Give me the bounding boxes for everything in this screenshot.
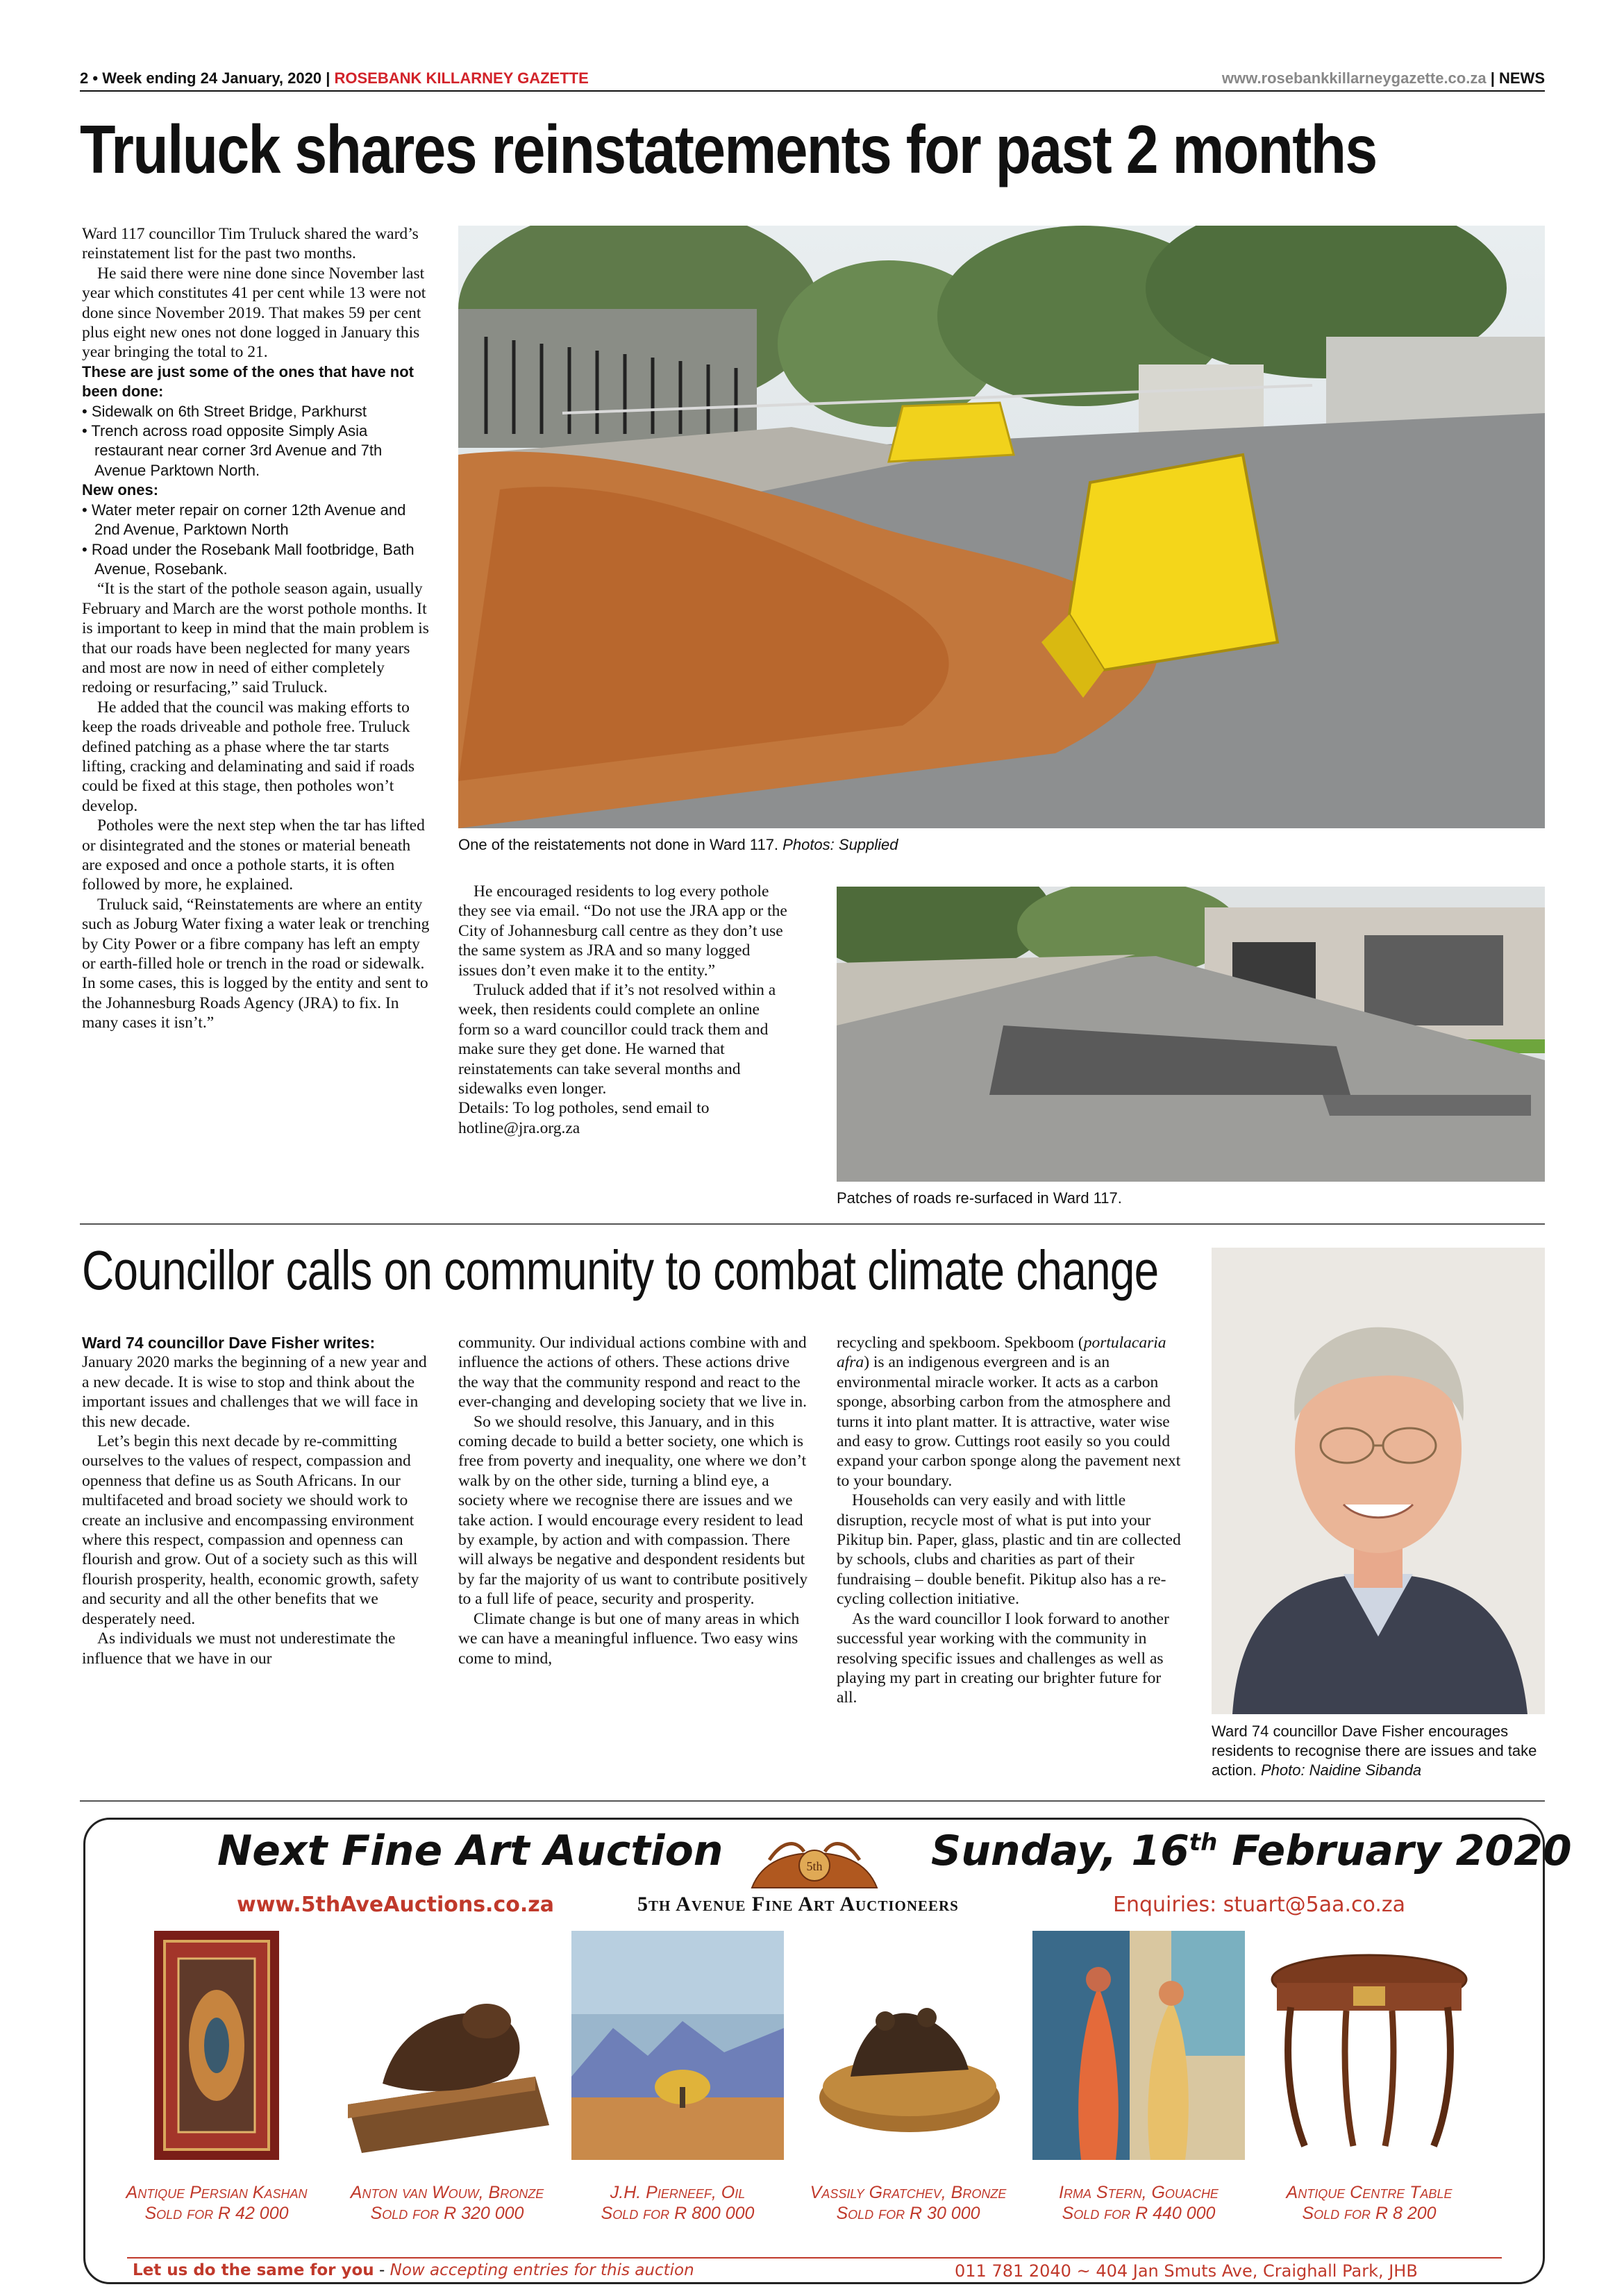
auction-item xyxy=(1027,1924,1250,2223)
photo-credit: Photo: Naidine Sibanda xyxy=(1260,1761,1422,1779)
paragraph xyxy=(837,1333,1184,1491)
ad-title-right xyxy=(931,1827,1572,1875)
footer-separator: - xyxy=(374,2261,390,2279)
ad-footer-left xyxy=(133,2261,694,2279)
header-rule xyxy=(80,90,1545,92)
paragraph: He added that the council was making efforts to keep the roads driveable and pothole free. Truluck defined patching as a phase where the tar starts lifting, cracking and delaminating and said if roads could be fixed at this stage, then potholes won’t develop. xyxy=(82,698,415,815)
paragraph: He encouraged residents to log every pothole they see via email. “Do not use the JRA app or the City of Johannesburg call centre as they don’t use the same system as JRA and so many logged issues don’t even make it to the entity.” xyxy=(458,882,787,980)
caption-text: One of the reistatements not done in Ward 117. xyxy=(458,836,779,853)
paragraph: Ward 117 councillor Tim Truluck shared the ward’s reinstatement list for the past two months. xyxy=(82,225,419,263)
item-name: Anton van Wouw, Bronze xyxy=(350,2183,544,2202)
header-right: www.rosebankkillarneygazette.co.za | NEWS xyxy=(1221,69,1545,87)
auction-item xyxy=(335,1924,559,2223)
auction-house-logo xyxy=(748,1832,880,1892)
issue-date: Week ending 24 January, 2020 xyxy=(102,69,322,87)
list-item: • Sidewalk on 6th Street Bridge, Parkhurst xyxy=(82,402,433,421)
paragraph: January 2020 marks the beginning of a new year and a new decade. It is wise to stop and think about the important issues and challenges that we will face in this new decade. xyxy=(82,1353,427,1431)
paragraph: Truluck added that if it’s not resolved within a week, then residents could complete an online form so a ward councillor could track them and make sure they get done. He warned that reinstatements can take several months and sidewalks even longer. xyxy=(458,981,776,1098)
section-divider xyxy=(80,1800,1545,1802)
text-run: recycling and spekboom. Spekboom ( xyxy=(837,1334,1084,1352)
item-name: Irma Stern, Gouache xyxy=(1059,2183,1219,2202)
article2-column1 xyxy=(82,1333,429,1668)
gouache-painting-image xyxy=(1032,1924,1245,2165)
item-price: Sold for R 30 000 xyxy=(836,2204,980,2223)
list-item: • Trench across road opposite Simply Asia restaurant near corner 3rd Avenue and 7th Avenue Parktown North. xyxy=(82,421,433,480)
auction-house-name: 5th Avenue Fine Art Auctioneers xyxy=(637,1893,959,1916)
ad-footer-contact: 011 781 2040 ~ 404 Jan Smuts Ave, Craighall Park, JHB xyxy=(955,2261,1418,2281)
paragraph: Potholes were the next step when the tar has lifted or disintegrated and the stones or material beneath are exposed and once a pothole starts, it is often followed by more, he explained. xyxy=(82,816,425,894)
portrait-caption xyxy=(1212,1722,1545,1780)
item-label xyxy=(1257,2182,1481,2224)
list-item: • Road under the Rosebank Mall footbridge, Bath Avenue, Rosebank. xyxy=(82,540,433,580)
paper-url[interactable]: www.rosebankkillarneygazette.co.za xyxy=(1221,69,1487,87)
photo1-caption xyxy=(458,835,1153,855)
item-price: Sold for R 42 000 xyxy=(144,2204,289,2223)
item-name: Antique Centre Table xyxy=(1286,2183,1453,2202)
paragraph: Households can very easily and with little disruption, recycle most of what is put into your Pikitup bin. Paper, glass, plastic and tin are collected by schools, clubs and charities as part of their fundraising – double benefit. Pikitup also has a re-cycling collection initiative. xyxy=(837,1491,1181,1609)
header-left: 2 • Week ending 24 January, 2020 | ROSEBANK KILLARNEY GAZETTE xyxy=(80,69,589,87)
auction-url[interactable]: www.5thAveAuctions.co.za xyxy=(237,1893,554,1917)
caption-text: Ward 74 councillor Dave Fisher encourages residents to recognise there are issues and take action. xyxy=(1212,1723,1537,1779)
item-name: Vassily Gratchev, Bronze xyxy=(810,2183,1007,2202)
page-header xyxy=(80,67,1545,90)
text-run: ) is an indigenous evergreen and is an environmental miracle worker. It acts as a carbon sponge, absorbing carbon from the atmosphere and turns it into plant matter. It is attractive, water wise and easy to grow. Cuttings root easily so you could expand your carbon sponge along the pavement next to your boundary. xyxy=(837,1353,1181,1490)
item-price: Sold for R 440 000 xyxy=(1062,2204,1216,2223)
roadworks-photo xyxy=(458,226,1545,828)
troika-bronze-image xyxy=(802,1924,1014,2165)
auction-item xyxy=(1257,1924,1481,2223)
item-label xyxy=(566,2182,789,2224)
paper-name: ROSEBANK KILLARNEY GAZETTE xyxy=(334,69,589,87)
list-item: • Water meter repair on corner 12th Avenue and 2nd Avenue, Parktown North xyxy=(82,501,433,540)
logo-text: 5th xyxy=(806,1859,823,1873)
section-divider xyxy=(80,1223,1545,1225)
item-name: J.H. Pierneef, Oil xyxy=(610,2183,746,2202)
paragraph: As individuals we must not underestimate the influence that we have in our xyxy=(82,1629,396,1668)
paragraph: community. Our individual actions combine with and influence the actions of others. These actions drive the way that the community respond and react to the ever-changing and developing society that we live in. xyxy=(458,1334,807,1411)
paragraph: Let’s begin this next decade by re-committing ourselves to the values of respect, compassion and openness that define us as South Africans. In our multifaceted and broad society we should work to create an inclusive and encompassing environment where this respect, compassion and openness can flourish and grow. Out of a society such as this will flourish prosperity, health, economic growth, safety and security and all the other benefits that we desperately need. xyxy=(82,1432,419,1628)
paragraph: “It is the start of the pothole season again, usually February and March are the worst pothole months. It is important to keep in mind that the main problem is that our roads have been neglected for many years and most are now in need of either completely redoing or resurfacing,” said Truluck. xyxy=(82,580,429,697)
auction-item xyxy=(566,1924,789,2223)
article1-column1 xyxy=(82,224,433,1033)
ad-footer-rule xyxy=(127,2257,1502,2259)
not-done-list xyxy=(82,402,433,481)
item-label xyxy=(796,2182,1020,2224)
item-label xyxy=(105,2182,328,2224)
item-price: Sold for R 800 000 xyxy=(601,2204,755,2223)
resurfaced-road-photo xyxy=(837,887,1545,1182)
byline: Ward 74 councillor Dave Fisher writes: xyxy=(82,1334,376,1352)
item-label xyxy=(335,2182,559,2224)
paragraph: As the ward councillor I look forward to another successful year working with the community in resolving specific issues and challenges as well as playing my part in creating our brighter future for all. xyxy=(837,1609,1169,1707)
article1-headline: Truluck shares reinstatements for past 2 months xyxy=(80,111,1377,187)
section-name: NEWS xyxy=(1499,69,1545,87)
page-number: 2 xyxy=(80,69,89,87)
item-label xyxy=(1027,2182,1250,2224)
article2-column2 xyxy=(458,1333,809,1668)
landscape-painting-image xyxy=(571,1924,784,2165)
item-price: Sold for R 320 000 xyxy=(370,2204,524,2223)
auction-advert xyxy=(83,1818,1572,2284)
article1-column2 xyxy=(458,882,792,1138)
centre-table-image xyxy=(1263,1924,1475,2165)
text-run-italic: portulacaria afra xyxy=(837,1334,1166,1372)
not-done-heading: These are just some of the ones that have not been done: xyxy=(82,362,414,401)
paragraph: Climate change is but one of many areas in which we can have a meaningful influence. Two easy wins come to mind, xyxy=(458,1609,800,1668)
date-suffix: th xyxy=(1189,1829,1218,1857)
new-heading: New ones: xyxy=(82,481,159,499)
footer-callout: Let us do the same for you xyxy=(133,2261,374,2279)
date-part: Sunday, 16 xyxy=(931,1827,1189,1875)
photo2-caption: Patches of roads re-surfaced in Ward 117. xyxy=(837,1189,1122,1207)
date-part: February 2020 xyxy=(1217,1827,1572,1875)
paragraph: So we should resolve, this January, and in this coming decade to build a better society, one which is free from poverty and inequality, one where we don’t walk by on the other side, turning a blind eye, a society where we recognise there are issues and we take action. I would encourage every resident to lead by example, by action and with compassion. There will always be negative and despondent residents but by far the majority of us want to contribute positively to a full life of peace, security and prosperity. xyxy=(458,1412,808,1609)
bronze-sculpture-image xyxy=(341,1924,553,2165)
ad-title-left: Next Fine Art Auction xyxy=(217,1827,723,1875)
auction-item xyxy=(796,1924,1020,2223)
persian-carpet-image xyxy=(110,1924,323,2165)
councillor-portrait-photo xyxy=(1212,1248,1545,1714)
article2-headline: Councillor calls on community to combat climate change xyxy=(82,1239,1159,1301)
new-list xyxy=(82,501,433,580)
footer-note: Now accepting entries for this auction xyxy=(390,2261,694,2279)
details-line: Details: To log potholes, send email to hotline@jra.org.za xyxy=(458,1099,710,1137)
article2-column3 xyxy=(837,1333,1184,1708)
paragraph: Truluck said, “Reinstatements are where an entity such as Joburg Water fixing a water leak or trenching by City Power or a fibre company has left an empty or earth-filled hole or trench in the road or sidewalk. In some cases, this is logged by the entity and sent to the Johannesburg Roads Agency (JRA) to fix. In many cases it isn’t.” xyxy=(82,895,430,1032)
photo-credit: Photos: Supplied xyxy=(782,836,898,853)
item-price: Sold for R 8 200 xyxy=(1302,2204,1437,2223)
auction-item xyxy=(105,1924,328,2223)
paragraph: He said there were nine done since November last year which constitutes 41 per cent while 13 were not done since November 2019. That makes 59 per cent plus eight new ones not done logged in January this year bringing the total to 21. xyxy=(82,264,426,362)
item-name: Antique Persian Kashan xyxy=(126,2183,308,2202)
enquiries-email[interactable]: Enquiries: stuart@5aa.co.za xyxy=(1113,1893,1406,1917)
